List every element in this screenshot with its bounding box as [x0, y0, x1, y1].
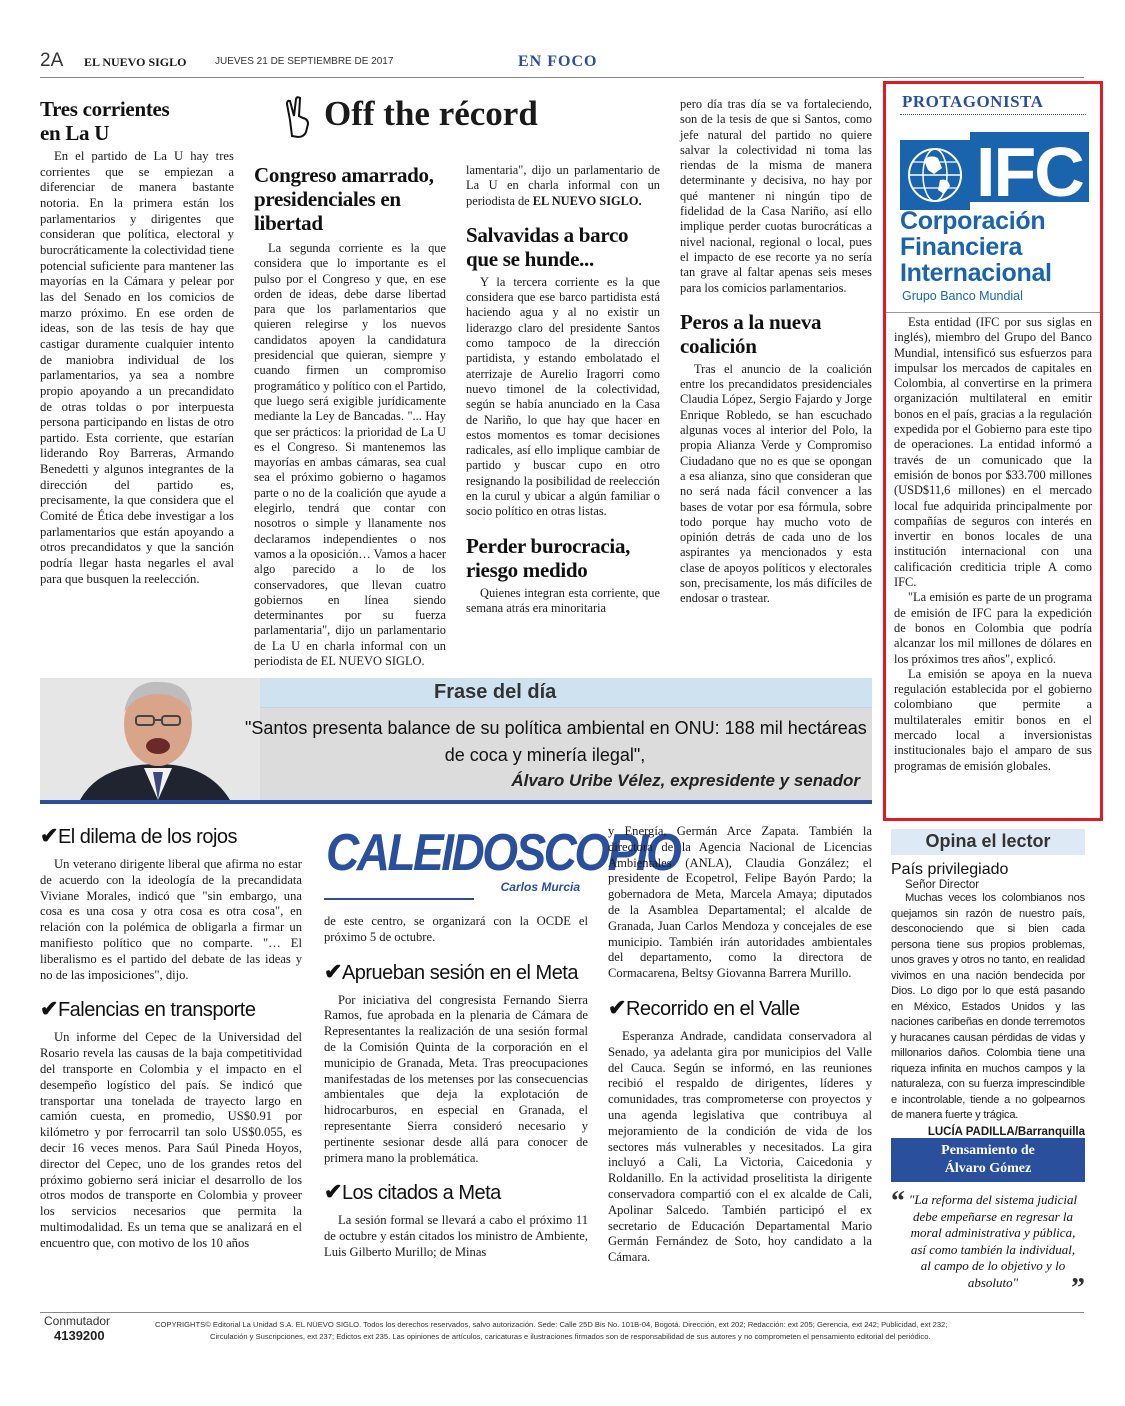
- conmutador-label: Conmutador: [44, 1314, 111, 1328]
- brief-title: ✔Aprueban sesión en el Meta: [324, 958, 578, 984]
- speaker-photo: [40, 672, 260, 806]
- article-body: En el partido de La U hay tres corrientes que se empiezan a diferenciar de manera bastante notoria. En la primera están los parlamentarios y dirigentes que consideran que política, electoral y burocráticamente la colectividad tiene potencial suficiente para mantener las mayorías en la Cámara y pelear por las del Senado en los comicios de marzo próximo. En ese orden de ideas, son de las tesis de hay que castigar duramente cualquier intento de maniobra individual de los parlamentarios, ya sea a nombre propio apoyando a un precandidato de otras toldas o por interpuesta persona participando en listas de otro partido. Esta corriente, que estarían liderando Roy Barreras, Armando Benedetti y algunos integrantes de la dirección del partido es, precisamente, la que considera que el Comité de Ética debe investigar a los parlamentarios que están apoyando a otros precandidatos y que la sanción podría llegar hasta negarles el aval para que busquen la reelección.: [40, 149, 234, 586]
- article-body: Tras el anuncio de la coalición entre los precandidatos presidenciales Claudia López, Sergio Fajardo y Jorge Enrique Robledo, se han escuchado algunas voces al interior del Polo, la propia Alianza Verde y Compromiso Ciudadano que no es que se opongan a esa alianza, sino que consideran que no será nada fácil convencer a las bases de votar por esa fórmula, sobre todo porque hay mucho voto de opinión detrás de cada uno de los aspirantes ya mencionados y esta clase de apoyos políticos y electorales son, precisamente, los más difíciles de endosar o trastear.: [680, 361, 872, 606]
- frase-del-dia: [40, 672, 872, 806]
- pensamiento-quote: "La reforma del sistema judicial debe empeñarse en regresar la moral administrativa y pública, así como también la individual, al campo de lo objetivo y lo absoluto": [908, 1192, 1078, 1290]
- conmutador-number: 4139200: [54, 1328, 105, 1343]
- opina-signature: LUCÍA PADILLA/Barranquilla: [927, 1125, 1085, 1138]
- caleido-col-3: [608, 824, 872, 1266]
- org-name: Corporación Financiera Internacional: [900, 207, 1052, 287]
- ifc-logo: [900, 133, 1090, 211]
- article-tres-corrientes: [40, 97, 234, 587]
- page-number: 2A: [40, 50, 64, 71]
- brief-body: Por iniciativa del congresista Fernando Sierra Ramos, fue aprobada en la plenaria de Cámara de Representantes la realización de una sesión formal de la Comisión Quinta de la corporación en el municipio de Granada, Meta. Tras preocupaciones manifestadas de los metenses por las consecuencias ambientales que deja la explotación de hidrocarburos, en especial en Granada, el representante Sierra consideró necesario y pertinente sesionar desde allá para conocer de primera mano la problemática.: [324, 992, 588, 1165]
- article-congreso-amarrado: [254, 163, 446, 669]
- page-header: [40, 48, 1084, 78]
- article-title: Congreso amarrado, presidenciales en libertad: [254, 163, 434, 235]
- brief-title: ✔El dilema de los rojos: [40, 823, 238, 848]
- brief-body-start: Un informe del Cepec de la Universidad del Rosario revela las causas de la baja competitividad del transporte en Colombia y el impacto en el desempeño logístico del país. Se indicó que transportar una tonelada de trayecto largo en camión cuesta, en promedio, US$0.91 por kilómetro y por ferrocarril tan solo US$0.055, es decir 16 veces menos. Para Saúl Pineda Hoyos, director del Cepec, uno de los grandes retos del próximo gobierno será iniciar el desarrollo de los otros modos de transporte en Colombia y proveer los servicios necesarios que permita la multimodalidad. Es un tema que se analizará en el encuentro que, con motivo de los 10 años: [40, 1030, 302, 1250]
- footer-line-2: Circulación y Suscripciones, ext 237; Edictos ext 235. Las opiniones de artículos, caricaturas e ilustraciones firmados son de responsabilidad de sus autores y no comprometen el pensamiento editorial del periódico.: [210, 1332, 931, 1341]
- victory-hand-icon: [284, 96, 316, 138]
- article-title: Peros a la nueva coalición: [680, 309, 822, 358]
- brief-body: Un veterano dirigente liberal que afirma no estar de acuerdo con la ideología de la precandidata Viviane Morales, indicó que "sin embargo, una cosa es una cosa y otra cosa es otra cosa", en relación con la polémica de obligarla a firmar un manifiesto político que no comparte. "… El liberalismo es el partido del debate de las ideas y no de las imposiciones", dijo.: [40, 857, 302, 982]
- pensamiento-label: Pensamiento de Álvaro Gómez: [891, 1138, 1085, 1182]
- brief-body-start: La sesión formal se llevará a cabo el próximo 11 de octubre y están citados los ministro de Ambiente, Luis Gilberto Murillo; de Minas: [324, 1213, 588, 1259]
- logo-rule: [886, 312, 1100, 313]
- close-quote-icon: ”: [1071, 1273, 1085, 1304]
- frase-label: Frase del día: [434, 681, 557, 703]
- protagonista-body: Esta entidad (IFC por sus siglas en inglés), miembro del Grupo del Banco Mundial, intensificó sus esfuerzos para impulsar los mercados de capitales en Colombia, al convertirse en la primera organización multilateral en emitir bonos en el país, gracias a la regulación expedida por el Gobierno para este tipo de operaciones. La entidad informó a través de un comunicado que la emisión de bonos por $33.700 millones (USD$11,6 millones) en el mercado local fue adquirida principalmente por compañías de seguros con interés en invertir en bonos locales de una institución internacional con una calificación crediticia triple A como IFC. "La emisión es parte de un programa de emisión de IFC para la expedición de bonos en Colombia que podría alcanzar los mil millones de dólares en los próximos tres años", explicó. La emisión se apoya en la nueva regulación establecida por el gobierno colombiano que permite a multilaterales emitir bonos en el mercado local a inversionistas institucionales bajo el amparo de sus programas de emisión globales.: [894, 315, 1092, 773]
- globe-icon: [900, 140, 970, 210]
- caleido-col-2: [324, 823, 680, 1261]
- article-body: Y la tercera corriente es la que considera que ese barco partidista está haciendo agua y al no existir un liderazgo claro del presidente Santos como tampoco de la dirección partidista, y estando embolatado el aterrizaje de Aurelio Iragorri como nuevo timonel de la colectividad, según se había anunciado en la Casa de Nariño, lo que hay que hacer en estos momentos es tomar decisiones radicales, así ello implique cambiar de partido y buscar cupo en otro resignando la posibilidad de reelección en la curul y ubicar a algún familiar o socio político en otras listas.: [466, 274, 660, 519]
- article-title: Tres corrientes en La U: [40, 97, 170, 145]
- continuation-text: de este centro, se organizará con la OCDE el próximo 5 de octubre.: [324, 914, 588, 944]
- article-title: Salvavidas a barco que se hunde...: [466, 222, 629, 271]
- article-body-start: Quienes integran esta corriente, que semana atrás era minoritaria: [466, 585, 660, 615]
- pensamiento-box: [891, 1138, 1085, 1304]
- continuation-text: pero día tras día se va fortaleciendo, son de la tesis de que si Santos, como jefe natural del partido no quiere salvar la colectividad ni toma las riendas de la misma de manera determinante y decisiva, no hay por qué mantener ni ningún tipo de fidelidad de la Casa Nariño, así ello implique perder cuotas burocráticas a nivel nacional, regional o local, pues el impacto de ese recorte ya no sería tan grave al faltar apenas seis meses para los comicios parlamentarios.: [680, 97, 872, 295]
- off-record-title: Off the récord: [284, 94, 594, 139]
- frase-quote-line2: de coca y minería ilegal",: [444, 745, 646, 765]
- article-title: Perder burocracia, riesgo medido: [466, 533, 631, 582]
- label-rule: [900, 114, 1086, 115]
- column-3: [466, 163, 660, 616]
- opina-title: País privilegiado: [891, 861, 1009, 878]
- opina-el-lector: [891, 829, 1085, 1138]
- brief-title: ✔Falencias en transporte: [40, 996, 256, 1022]
- brief-title: ✔Los citados a Meta: [324, 1179, 501, 1205]
- frase-author: Álvaro Uribe Vélez, expresidente y senador: [511, 771, 860, 790]
- opina-salutation: Señor Director: [905, 879, 980, 891]
- brief-title: ✔Recorrido en el Valle: [608, 994, 800, 1020]
- issue-date: JUEVES 21 DE SEPTIEMBRE DE 2017: [215, 56, 394, 67]
- ifc-wordmark: IFC: [970, 132, 1089, 202]
- opina-body: Muchas veces los colombianos nos quejamos sin razón de nuestro país, desconociendo que si bien cada persona tiene sus propios problemas, unos graves y otros no tanto, en realidad vivimos en una nación bendecida por Dios. Lo digo por lo que está pasando en México, Estados Unidos y las naciones caribeñas en donde terremotos y huracanes causan pérdidas de vidas y millonarios daños. Colombia tiene una riqueza infinita en muchos campos y la naturaleza, con su fuerza imprescindible e incontrolable, tiende a no golpearnos de manera fuerte y trágica.: [891, 892, 1085, 1121]
- open-quote-icon: “: [891, 1186, 905, 1217]
- protagonista-label: PROTAGONISTA: [902, 92, 1044, 111]
- column-4: [680, 97, 872, 607]
- caleido-rule: [324, 898, 474, 900]
- continuation-text: lamentaria", dijo un parlamentario de La U en charla informal con un periodista de EL NUEVO SIGLO.: [466, 163, 660, 208]
- paper-name: EL NUEVO SIGLO: [84, 55, 187, 69]
- footer-line-1: COPYRIGHTS© Editorial La Unidad S.A. EL NUEVO SIGLO. Todos los derechos reservados, salvo autorización. Sede: Calle 25D Bis No. 101B-04, Bogotá. Dirección, ext 202; Redacción: ext 205; Gerencia, ext 242; Publicidad, ext 232;: [155, 1320, 948, 1329]
- section-name: EN FOCO: [518, 53, 598, 70]
- article-body: La segunda corriente es la que considera que lo importante es el pulso por el Congreso y que, en ese orden de ideas, debe darse libertad para que los parlamentarios que quieren relegirse y los nuevos candidatos apoyen la candidatura presidencial que quieran, siempre y cuando firmen un compromiso programático y político con el Partido, que luego será exigible jurídicamente mediante la Ley de Bancadas. "... Hay que ser prácticos: la prioridad de La U es el Congreso. Si mantenemos las mayorías en ambas cámaras, sea cual sea el próximo gobierno o hagamos parte o no de la coalición que ayude a elegirlo, tendrá que contar con nosotros o simple y llanamente nos declaramos independientes o nos vamos a la oposición… Vamos a hacer algo parecido a lo de los conservadores, que llevan cuatro gobiernos en línea siendo determinantes por su fuerza parlamentaria", dijo un parlamentario de La U en charla informal con un periodista de EL NUEVO SIGLO.: [254, 241, 446, 669]
- protagonista-box: [883, 81, 1103, 821]
- caleido-author: Carlos Murcia: [500, 880, 580, 894]
- org-group: Grupo Banco Mundial: [902, 289, 1023, 303]
- footer: [40, 1312, 1084, 1346]
- caleidoscopio-title: CALEIDOSCOPIO Carlos Murcia: [324, 824, 588, 914]
- brief-body: Esperanza Andrade, candidata conservadora al Senado, ya adelanta gira por municipios del Valle del Cauca. Según se informó, en las reuniones recibió el respaldo de dirigentes, líderes y comunidades, tras comprometerse con proyectos y una agenda legislativa que contribuya al mejoramiento de la condición de vida de los sectores más vulnerables y necesitados. La gira incluyó a Cali, La Victoria, Caicedonia y Roldanillo. En la actividad proselitista la dirigente conservadora compartió con el ex alcalde de Cali, Apolinar Salcedo. También participó el ex secretario de Educación Departamental Mario Germán Fernández de Soto, hoy candidato a la Cámara.: [608, 1028, 872, 1265]
- opina-label: Opina el lector: [891, 829, 1085, 855]
- continuation-text: y Energía, Germán Arce Zapata. También la directora de la Agencia Nacional de Licencias Ambientales (ANLA), Claudia González; el presidente de Ecopetrol, Felipe Bayón Pardo; la gobernadora de Meta, Marcela Amaya; diputados de la Asamblea Departamental; el alcalde de Granada, Juan Carlos Mendoza y concejales de ese municipio. También irán autoridades ambientales del departamento, como la directora de Cormacarena, Beltsy Giovanna Barrera Murillo.: [608, 824, 872, 981]
- caleido-col-1: [40, 824, 302, 1252]
- frase-quote-line1: "Santos presenta balance de su política ambiental en ONU: 188 mil hectáreas: [245, 718, 867, 738]
